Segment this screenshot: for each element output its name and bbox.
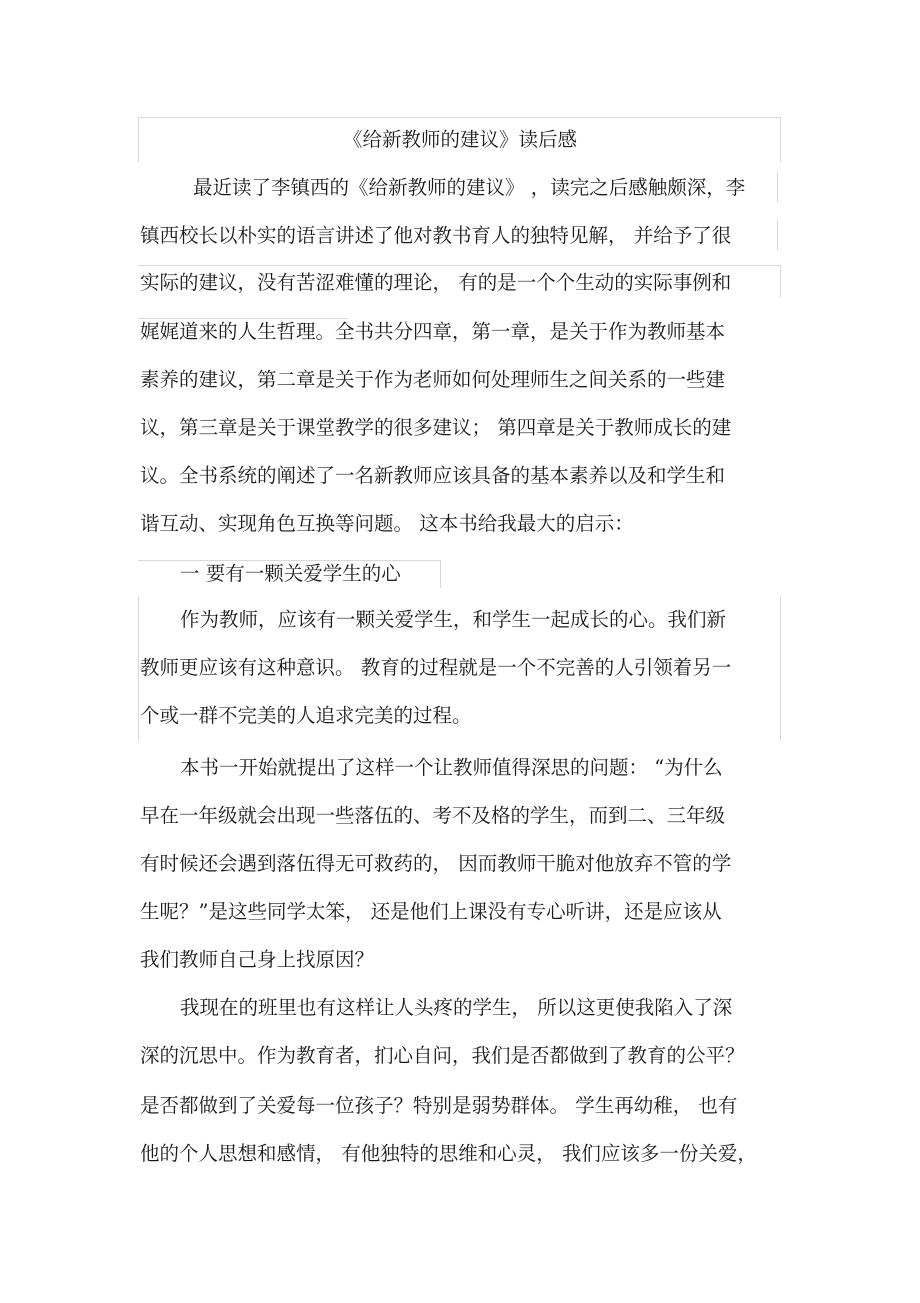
text-line: 有时候还会遇到落伍得无可救药的， 因而教师干脆对他放弃不管的学	[140, 852, 732, 875]
text-line: 是否都做到了关爱每一位孩子？特别是弱势群体。 学生再幼稚， 也有	[140, 1094, 738, 1117]
heading-box-right-rule	[440, 560, 441, 588]
text-line: 深的沉思中。作为教育者，扪心自问，我们是否都做到了教育的公平？	[140, 1044, 745, 1067]
para-right-rule-1	[777, 172, 778, 202]
text-line: 我们教师自己身上找原因？	[140, 948, 375, 971]
text-line: 早在一年级就会出现一些落伍的、考不及格的学生，而到二、三年级	[140, 804, 726, 827]
text-line: 我现在的班里也有这样让人头疼的学生， 所以这更使我陷入了深	[180, 996, 733, 1019]
text-line: 娓娓道来的人生哲理。全书共分四章，第一章，是关于作为教师基本	[140, 320, 726, 343]
text-line: 镇西校长以朴实的语言讲述了他对教书育人的独特见解， 并给予了很	[140, 224, 732, 247]
text-line: 议。全书系统的阐述了一名新教师应该具备的基本素养以及和学生和	[140, 464, 726, 487]
heading-box-top-rule	[138, 560, 441, 561]
text-line: 本书一开始就提出了这样一个让教师值得深思的问题： “为什么	[180, 756, 723, 779]
section-heading: 一 要有一颗关爱学生的心	[180, 562, 401, 585]
quote-box-left-rule	[138, 596, 139, 741]
quote-box-right-rule	[780, 596, 781, 741]
text-line: 最近读了李镇西的《给新教师的建议》 ，读完之后感触颇深，李	[193, 176, 746, 199]
document-title: 《给新教师的建议》读后感	[342, 128, 577, 151]
text-line: 个或一群不完美的人追求完美的过程。	[140, 704, 472, 727]
text-line: 素养的建议，第二章是关于作为老师如何处理师生之间关系的一些建	[140, 368, 726, 391]
text-line: 实际的建议，没有苦涩难懂的理论， 有的是一个个生动的实际事例和	[140, 271, 732, 294]
text-line: 生呢？”是这些同学太笨， 还是他们上课没有专心听讲，还是应该从	[140, 900, 722, 923]
text-line: 作为教师，应该有一颗关爱学生，和学生一起成长的心。我们新	[180, 608, 727, 631]
text-line: 教师更应该有这种意识。 教育的过程就是一个不完善的人引领着另一	[140, 656, 732, 679]
title-box-top-rule	[138, 117, 781, 118]
text-line: 议，第三章是关于课堂教学的很多建议； 第四章是关于教师成长的建	[140, 416, 732, 439]
para-box-bottom-rule	[138, 318, 348, 319]
text-line: 他的个人思想和感情， 有他独特的思维和心灵， 我们应该多一份关爱，	[140, 1142, 757, 1165]
text-line: 谐互动、实现角色互换等问题。 这本书给我最大的启示：	[140, 512, 634, 535]
para-right-rule-2	[777, 220, 778, 250]
para-box-top-rule	[138, 265, 781, 266]
para-box-right-rule	[780, 265, 781, 297]
